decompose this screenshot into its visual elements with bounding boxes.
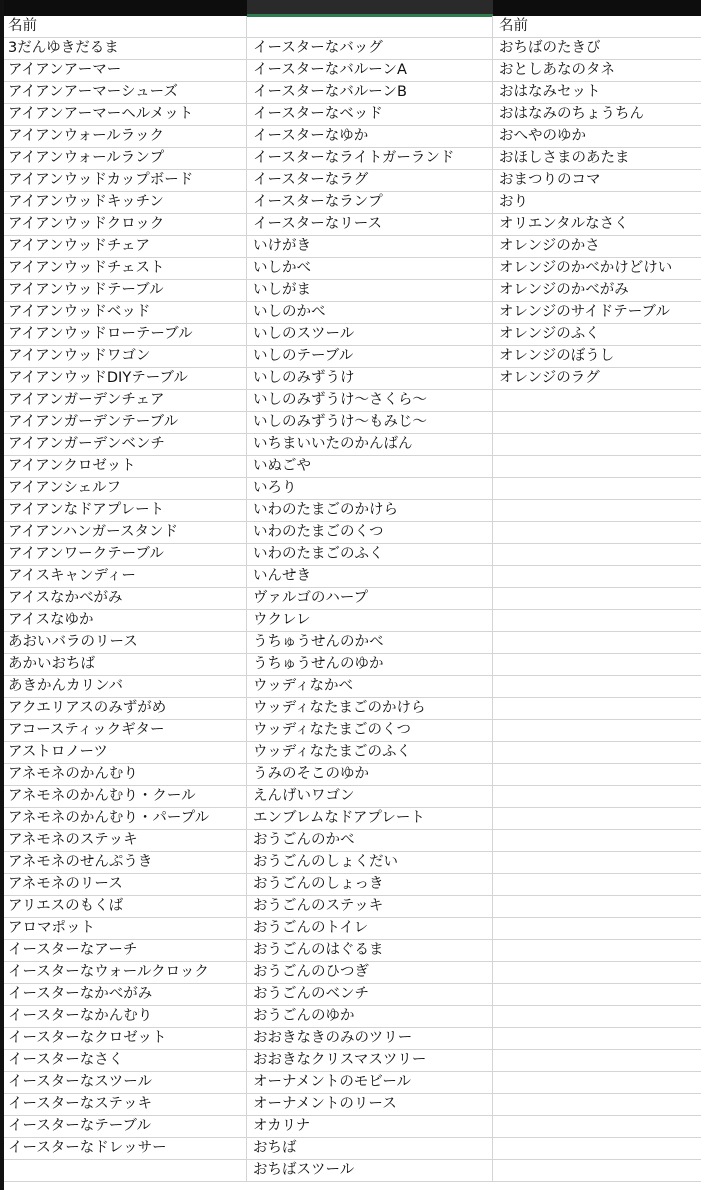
table-cell[interactable] bbox=[493, 500, 701, 522]
table-cell[interactable] bbox=[493, 786, 701, 808]
table-cell[interactable]: イースターなさく bbox=[4, 1050, 247, 1072]
table-cell[interactable]: アリエスのもくば bbox=[4, 896, 247, 918]
table-cell[interactable] bbox=[493, 742, 701, 764]
table-cell[interactable] bbox=[493, 676, 701, 698]
table-cell[interactable] bbox=[493, 456, 701, 478]
table-cell[interactable]: イースターなかべがみ bbox=[4, 984, 247, 1006]
table-cell[interactable] bbox=[493, 522, 701, 544]
table-cell[interactable] bbox=[493, 830, 701, 852]
table-cell[interactable]: オレンジのかさ bbox=[493, 236, 701, 258]
table-cell[interactable] bbox=[493, 632, 701, 654]
table-cell[interactable]: あかいおちば bbox=[4, 654, 247, 676]
table-cell[interactable]: おちばスツール bbox=[247, 1160, 493, 1182]
table-cell[interactable]: アネモネのかんむり bbox=[4, 764, 247, 786]
table-cell[interactable]: アイアンガーデンベンチ bbox=[4, 434, 247, 456]
table-cell[interactable]: おうごんのステッキ bbox=[247, 896, 493, 918]
table-cell[interactable] bbox=[493, 1160, 701, 1182]
table-cell[interactable]: オレンジのかべかけどけい bbox=[493, 258, 701, 280]
table-cell[interactable] bbox=[493, 390, 701, 412]
table-cell[interactable]: アイアンウッドキッチン bbox=[4, 192, 247, 214]
table-cell[interactable]: おへやのゆか bbox=[493, 126, 701, 148]
table-cell[interactable]: いしのテーブル bbox=[247, 346, 493, 368]
table-cell[interactable]: アイアンアーマーヘルメット bbox=[4, 104, 247, 126]
table-cell[interactable] bbox=[493, 940, 701, 962]
table-cell[interactable]: アイアンウッドチェスト bbox=[4, 258, 247, 280]
column-header[interactable]: 名前 bbox=[4, 16, 247, 38]
table-cell[interactable]: アイアンウォールランプ bbox=[4, 148, 247, 170]
table-cell[interactable] bbox=[493, 962, 701, 984]
table-cell[interactable]: アイアンウッドベッド bbox=[4, 302, 247, 324]
table-cell[interactable]: 3だんゆきだるま bbox=[4, 38, 247, 60]
table-cell[interactable]: アイアンガーデンチェア bbox=[4, 390, 247, 412]
table-cell[interactable]: イースターなアーチ bbox=[4, 940, 247, 962]
table-cell[interactable]: イースターなランプ bbox=[247, 192, 493, 214]
table-cell[interactable]: おまつりのコマ bbox=[493, 170, 701, 192]
column-2 bbox=[247, 16, 493, 1182]
table-cell[interactable]: アイアンクロゼット bbox=[4, 456, 247, 478]
table-cell[interactable] bbox=[493, 852, 701, 874]
table-cell[interactable]: イースターなベッド bbox=[247, 104, 493, 126]
table-cell[interactable]: ウッディなたまごのくつ bbox=[247, 720, 493, 742]
column-header[interactable] bbox=[247, 16, 493, 38]
table-cell[interactable] bbox=[493, 566, 701, 588]
table-cell[interactable]: オレンジのサイドテーブル bbox=[493, 302, 701, 324]
table-cell[interactable] bbox=[493, 896, 701, 918]
table-cell[interactable]: いしのみずうけ～さくら～ bbox=[247, 390, 493, 412]
table-cell[interactable]: イースターなテーブル bbox=[4, 1116, 247, 1138]
table-cell[interactable]: オレンジのふく bbox=[493, 324, 701, 346]
table-cell[interactable]: アイアンウッドローテーブル bbox=[4, 324, 247, 346]
table-cell[interactable]: オカリナ bbox=[247, 1116, 493, 1138]
table-cell[interactable]: うみのそこのゆか bbox=[247, 764, 493, 786]
table-cell[interactable]: オーナメントのリース bbox=[247, 1094, 493, 1116]
table-cell[interactable]: アネモネのステッキ bbox=[4, 830, 247, 852]
table-cell[interactable]: アイアンウォールラック bbox=[4, 126, 247, 148]
table-cell[interactable]: アネモネのかんむり・パープル bbox=[4, 808, 247, 830]
table-cell[interactable] bbox=[493, 984, 701, 1006]
table-cell[interactable]: アイアンウッドチェア bbox=[4, 236, 247, 258]
table-cell[interactable]: イースターなウォールクロック bbox=[4, 962, 247, 984]
table-cell[interactable]: うちゅうせんのゆか bbox=[247, 654, 493, 676]
table-cell[interactable]: オレンジのラグ bbox=[493, 368, 701, 390]
column-3 bbox=[493, 16, 701, 1182]
table-cell[interactable]: ウッディなたまごのふく bbox=[247, 742, 493, 764]
table-cell[interactable]: アイアンアーマーシューズ bbox=[4, 82, 247, 104]
column-1 bbox=[4, 16, 247, 1182]
table-cell[interactable]: イースターなラグ bbox=[247, 170, 493, 192]
table-cell[interactable]: アイスなかべがみ bbox=[4, 588, 247, 610]
table-cell[interactable]: イースターなゆか bbox=[247, 126, 493, 148]
table-cell[interactable]: おうごんのひつぎ bbox=[247, 962, 493, 984]
table-cell[interactable]: イースターなリース bbox=[247, 214, 493, 236]
table-cell[interactable]: おほしさまのあたま bbox=[493, 148, 701, 170]
table-cell[interactable] bbox=[493, 720, 701, 742]
table-cell[interactable]: おうごんのしょくだい bbox=[247, 852, 493, 874]
table-cell[interactable]: アイアンワークテーブル bbox=[4, 544, 247, 566]
table-cell[interactable]: おうごんのゆか bbox=[247, 1006, 493, 1028]
table-cell[interactable]: オリエンタルなさく bbox=[493, 214, 701, 236]
table-cell[interactable]: おり bbox=[493, 192, 701, 214]
table-cell[interactable]: アイアンガーデンテーブル bbox=[4, 412, 247, 434]
table-cell[interactable]: アイアンハンガースタンド bbox=[4, 522, 247, 544]
table-cell[interactable] bbox=[493, 544, 701, 566]
table-cell[interactable]: おうごんのかべ bbox=[247, 830, 493, 852]
table-cell[interactable]: アイアンウッドカップボード bbox=[4, 170, 247, 192]
table-cell[interactable] bbox=[493, 1072, 701, 1094]
table-cell[interactable]: イースターなライトガーランド bbox=[247, 148, 493, 170]
table-cell[interactable]: いちまいいたのかんばん bbox=[247, 434, 493, 456]
table-cell[interactable]: おうごんのベンチ bbox=[247, 984, 493, 1006]
table-cell[interactable]: おおきなクリスマスツリー bbox=[247, 1050, 493, 1072]
table-cell[interactable]: アイアンアーマー bbox=[4, 60, 247, 82]
table-cell[interactable]: アイアンウッドDIYテーブル bbox=[4, 368, 247, 390]
table-cell[interactable]: アロマポット bbox=[4, 918, 247, 940]
table-cell[interactable]: おはなみのちょうちん bbox=[493, 104, 701, 126]
table-cell[interactable]: おはなみセット bbox=[493, 82, 701, 104]
table-cell[interactable]: いしかべ bbox=[247, 258, 493, 280]
table-cell[interactable]: おちばのたきび bbox=[493, 38, 701, 60]
table-cell[interactable]: いしのみずうけ～もみじ～ bbox=[247, 412, 493, 434]
table-cell[interactable]: あおいバラのリース bbox=[4, 632, 247, 654]
table-cell[interactable]: エンブレムなドアプレート bbox=[247, 808, 493, 830]
table-cell[interactable]: アイスキャンディー bbox=[4, 566, 247, 588]
table-cell[interactable]: いんせき bbox=[247, 566, 493, 588]
table-cell[interactable]: イースターなクロゼット bbox=[4, 1028, 247, 1050]
table-cell[interactable]: アイアンシェルフ bbox=[4, 478, 247, 500]
table-cell[interactable] bbox=[493, 1138, 701, 1160]
table-cell[interactable]: うちゅうせんのかべ bbox=[247, 632, 493, 654]
table-cell[interactable]: いぬごや bbox=[247, 456, 493, 478]
table-cell[interactable] bbox=[493, 412, 701, 434]
table-cell[interactable] bbox=[493, 1116, 701, 1138]
table-cell[interactable]: ウッディなかべ bbox=[247, 676, 493, 698]
table-cell[interactable]: アイアンウッドクロック bbox=[4, 214, 247, 236]
table-cell[interactable]: いわのたまごのかけら bbox=[247, 500, 493, 522]
table-cell[interactable] bbox=[493, 1028, 701, 1050]
table-cell[interactable]: いろり bbox=[247, 478, 493, 500]
table-cell[interactable] bbox=[493, 918, 701, 940]
table-cell[interactable]: ウッディなたまごのかけら bbox=[247, 698, 493, 720]
table-cell[interactable]: アイアンなドアプレート bbox=[4, 500, 247, 522]
table-cell[interactable]: アコースティックギター bbox=[4, 720, 247, 742]
table-cell[interactable]: おおきなきのみのツリー bbox=[247, 1028, 493, 1050]
table-cell[interactable]: いしがま bbox=[247, 280, 493, 302]
table-cell[interactable]: おとしあなのタネ bbox=[493, 60, 701, 82]
table-cell[interactable]: イースターなバッグ bbox=[247, 38, 493, 60]
table-cell[interactable]: オレンジのぼうし bbox=[493, 346, 701, 368]
table-cell[interactable]: イースターなステッキ bbox=[4, 1094, 247, 1116]
table-cell[interactable]: アストロノーツ bbox=[4, 742, 247, 764]
table-cell[interactable]: イースターなかんむり bbox=[4, 1006, 247, 1028]
table-cell[interactable]: オレンジのかべがみ bbox=[493, 280, 701, 302]
table-cell[interactable] bbox=[493, 1050, 701, 1072]
table-cell[interactable] bbox=[493, 874, 701, 896]
table-cell[interactable] bbox=[493, 654, 701, 676]
table-cell[interactable] bbox=[493, 588, 701, 610]
table-cell[interactable]: いわのたまごのくつ bbox=[247, 522, 493, 544]
table-cell[interactable]: イースターなドレッサー bbox=[4, 1138, 247, 1160]
table-cell[interactable]: えんげいワゴン bbox=[247, 786, 493, 808]
table-cell[interactable]: アネモネのせんぷうき bbox=[4, 852, 247, 874]
table-cell[interactable] bbox=[4, 1160, 247, 1182]
table-cell[interactable]: イースターなバルーンA bbox=[247, 60, 493, 82]
table-cell[interactable]: ヴァルゴのハープ bbox=[247, 588, 493, 610]
table-cell[interactable] bbox=[493, 478, 701, 500]
table-cell[interactable]: いしのみずうけ bbox=[247, 368, 493, 390]
table-cell[interactable]: アイアンウッドワゴン bbox=[4, 346, 247, 368]
table-cell[interactable]: オーナメントのモビール bbox=[247, 1072, 493, 1094]
table-cell[interactable]: おうごんのはぐるま bbox=[247, 940, 493, 962]
table-cell[interactable]: いわのたまごのふく bbox=[247, 544, 493, 566]
table-cell[interactable]: アネモネのリース bbox=[4, 874, 247, 896]
table-cell[interactable] bbox=[493, 808, 701, 830]
table-cell[interactable]: イースターなバルーンB bbox=[247, 82, 493, 104]
table-cell[interactable]: いしのかべ bbox=[247, 302, 493, 324]
table-cell[interactable]: イースターなスツール bbox=[4, 1072, 247, 1094]
table-cell[interactable]: アイスなゆか bbox=[4, 610, 247, 632]
table-cell[interactable]: アイアンウッドテーブル bbox=[4, 280, 247, 302]
table-cell[interactable]: いけがき bbox=[247, 236, 493, 258]
table-cell[interactable]: あきかんカリンバ bbox=[4, 676, 247, 698]
table-cell[interactable] bbox=[493, 610, 701, 632]
table-cell[interactable] bbox=[493, 1094, 701, 1116]
column-header[interactable]: 名前 bbox=[493, 16, 701, 38]
table-cell[interactable] bbox=[493, 434, 701, 456]
table-cell[interactable]: おうごんのトイレ bbox=[247, 918, 493, 940]
table-cell[interactable] bbox=[493, 698, 701, 720]
table-cell[interactable]: いしのスツール bbox=[247, 324, 493, 346]
table-cell[interactable]: アクエリアスのみずがめ bbox=[4, 698, 247, 720]
table-cell[interactable]: アネモネのかんむり・クール bbox=[4, 786, 247, 808]
table-cell[interactable]: ウクレレ bbox=[247, 610, 493, 632]
table-cell[interactable]: おうごんのしょっき bbox=[247, 874, 493, 896]
table-cell[interactable] bbox=[493, 764, 701, 786]
table-cell[interactable] bbox=[493, 1006, 701, 1028]
table-cell[interactable]: おちば bbox=[247, 1138, 493, 1160]
